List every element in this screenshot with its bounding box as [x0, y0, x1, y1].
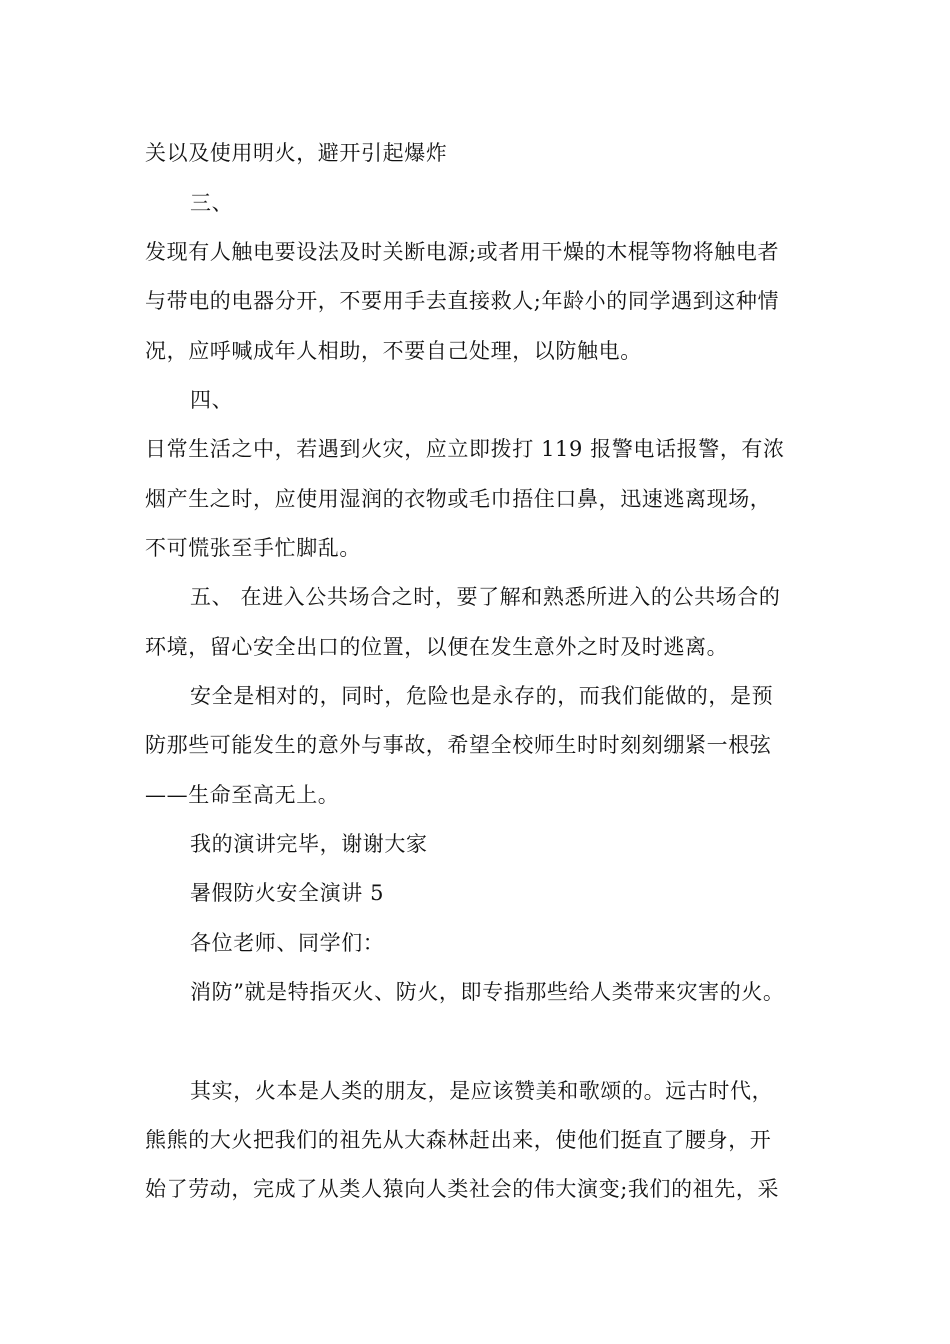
- text-line: 与带电的电器分开，不要用手去直接救人;年龄小的同学遇到这种情: [145, 289, 780, 313]
- text-line: 不可慌张至手忙脚乱。: [145, 536, 361, 560]
- text-line: 关以及使用明火，避开引起爆炸: [145, 141, 448, 165]
- text-line: 日常生活之中，若遇到火灾，应立即拨打 119 报警电话报警，有浓: [145, 437, 785, 461]
- section-heading-4: 四、: [190, 388, 234, 412]
- text-line: 防那些可能发生的意外与事故，希望全校师生时时刻刻绷紧一根弦: [145, 733, 772, 757]
- text-line: 消防”就是特指灭火、防火，即专指那些给人类带来灾害的火。: [190, 980, 785, 1004]
- text-line: 其实，火本是人类的朋友，是应该赞美和歌颂的。远古时代，: [190, 1079, 774, 1103]
- text-line: ——生命至高无上。: [145, 783, 340, 807]
- text-line: 烟产生之时，应使用湿润的衣物或毛巾捂住口鼻，迅速逃离现场，: [145, 487, 772, 511]
- text-line: 环境，留心安全出口的位置，以便在发生意外之时及时逃离。: [145, 635, 729, 659]
- text-line: 始了劳动，完成了从类人猿向人类社会的伟大演变;我们的祖先，采: [145, 1177, 780, 1201]
- salutation: 各位老师、同学们：: [190, 931, 385, 955]
- speech-title: 暑假防火安全演讲 5: [190, 881, 385, 905]
- text-line: 五、 在进入公共场合之时，要了解和熟悉所进入的公共场合的: [190, 585, 781, 609]
- text-line: 安全是相对的，同时，危险也是永存的，而我们能做的，是预: [190, 684, 774, 708]
- text-line: 熊熊的大火把我们的祖先从大森林赶出来，使他们挺直了腰身，开: [145, 1128, 772, 1152]
- section-heading-3: 三、: [190, 191, 234, 215]
- text-line: 我的演讲完毕，谢谢大家: [190, 832, 428, 856]
- text-line: 况，应呼喊成年人相助，不要自己处理，以防触电。: [145, 339, 642, 363]
- text-line: 发现有人触电要设法及时关断电源;或者用干燥的木棍等物将触电者: [145, 240, 780, 264]
